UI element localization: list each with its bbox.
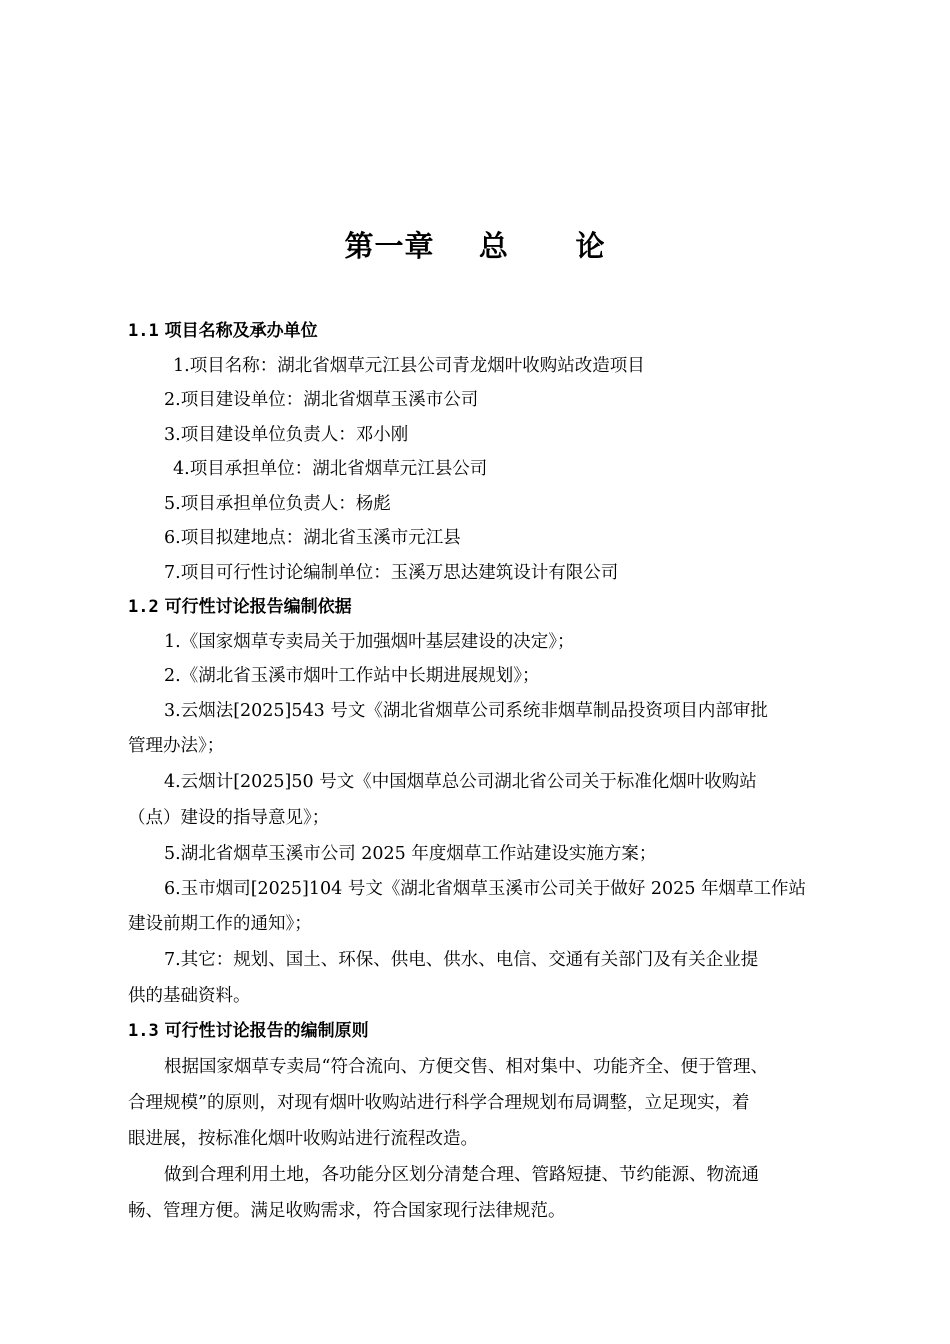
paragraph-line: 建设前期工作的通知》； <box>128 914 312 934</box>
paragraph-line: 管理办法》； <box>128 736 225 756</box>
paragraph-line: 4.项目承担单位：湖北省烟草元江县公司 <box>173 459 488 479</box>
paragraph-line: 眼进展，按标准化烟叶收购站进行流程改造。 <box>128 1129 478 1149</box>
section-number: 1.3 <box>128 1021 159 1041</box>
paragraph-line: 2.《湖北省玉溪市烟叶工作站中长期进展规划》； <box>164 666 540 686</box>
paragraph-line: 7.其它：规划、国土、环保、供电、供水、电信、交通有关部门及有关企业提 <box>164 950 759 970</box>
paragraph-line: 根据国家烟草专卖局“符合流向、方便交售、相对集中、功能齐全、便于管理、 <box>164 1057 768 1077</box>
section-number: 1.1 <box>128 321 159 341</box>
paragraph-line: （点）建设的指导意见》； <box>128 808 330 828</box>
section-heading-1-3 <box>128 1019 369 1043</box>
section-title: 可行性讨论报告的编制原则 <box>164 1021 369 1041</box>
paragraph-line: 1.项目名称：湖北省烟草元江县公司青龙烟叶收购站改造项目 <box>173 356 645 376</box>
section-title: 可行性讨论报告编制依据 <box>164 597 352 617</box>
paragraph-line: 供的基础资料。 <box>128 986 251 1006</box>
section-number: 1.2 <box>128 597 159 617</box>
paragraph-line: 做到合理利用土地，各功能分区划分清楚合理、管路短捷、节约能源、物流通 <box>164 1165 759 1185</box>
paragraph-line: 3.云烟法[2025]543 号文《湖北省烟草公司系统非烟草制品投资项目内部审批 <box>164 701 768 721</box>
paragraph-line: 5.项目承担单位负责人：杨彪 <box>164 494 391 514</box>
paragraph-line: 2.项目建设单位：湖北省烟草玉溪市公司 <box>164 390 479 410</box>
paragraph-line: 3.项目建设单位负责人：邓小刚 <box>164 425 409 445</box>
paragraph-line: 6.项目拟建地点：湖北省玉溪市元江县 <box>164 528 461 548</box>
paragraph-line: 4.云烟计[2025]50 号文《中国烟草总公司湖北省公司关于标准化烟叶收购站 <box>164 772 757 792</box>
paragraph-line: 1.《国家烟草专卖局关于加强烟叶基层建设的决定》； <box>164 632 575 652</box>
paragraph-line: 5.湖北省烟草玉溪市公司 2025 年度烟草工作站建设实施方案； <box>164 844 657 864</box>
paragraph-line: 7.项目可行性讨论编制单位：玉溪万思达建筑设计有限公司 <box>164 563 619 583</box>
paragraph-line: 畅、管理方便。满足收购需求，符合国家现行法律规范。 <box>128 1201 566 1221</box>
chapter-title: 第一章 总 论 <box>344 229 606 263</box>
section-title: 项目名称及承办单位 <box>164 321 318 341</box>
section-heading-1-1 <box>128 319 318 343</box>
paragraph-line: 6.玉市烟司[2025]104 号文《湖北省烟草玉溪市公司关于做好 2025 年烟草工作站 <box>164 879 807 899</box>
section-heading-1-2 <box>128 595 352 619</box>
paragraph-line: 合理规模”的原则，对现有烟叶收购站进行科学合理规划布局调整，立足现实，着 <box>128 1093 750 1113</box>
